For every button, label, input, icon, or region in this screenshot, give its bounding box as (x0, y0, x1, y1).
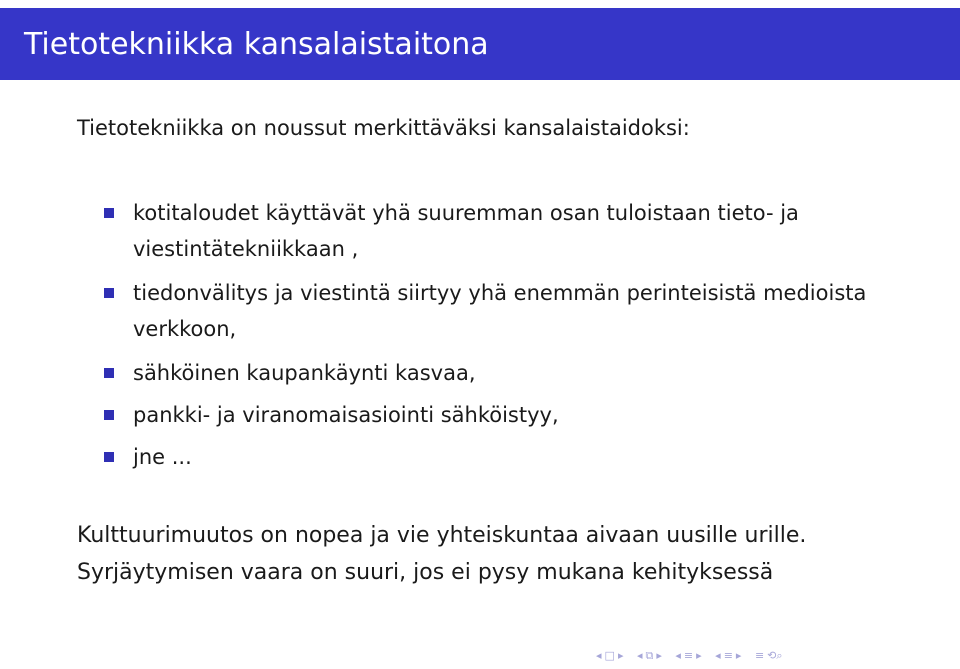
list-item-text: tiedonvälitys ja viestintä siirtyy yhä enemmän perinteisistä medioista verkkoon, (133, 281, 867, 341)
align-icon[interactable]: ≡ (754, 649, 765, 662)
list-item-text: kotitaloudet käyttävät yhä suuremman osan tuloistaan tieto- ja viestintätekniikkaan , (133, 201, 799, 261)
list-item (104, 355, 924, 391)
list-item-text: jne ... (133, 445, 192, 469)
list-item (104, 275, 924, 347)
closing-line: Kulttuurimuutos on nopea ja vie yhteiskuntaa aivaan uusille urille. (77, 523, 807, 548)
slide-icon[interactable]: ⧉ (645, 649, 654, 662)
arrow-left-icon[interactable]: ◂ (715, 649, 721, 662)
arrow-left-icon[interactable]: ◂ (675, 649, 681, 662)
navigation-bar (596, 648, 950, 664)
subsection-icon[interactable]: ≡ (683, 649, 694, 662)
intro-text: Tietotekniikka on noussut merkittäväksi kansalaistaidoksi: (77, 116, 690, 140)
arrow-right-icon[interactable]: ▸ (617, 649, 624, 662)
square-bullet-icon (104, 452, 114, 462)
section-icon[interactable]: ≡ (723, 649, 733, 662)
arrow-left-icon[interactable]: ◂ (596, 649, 602, 662)
closing-line: Syrjäytymisen vaara on suuri, jos ei pysy mukana kehityksessä (77, 560, 774, 585)
arrow-left-icon[interactable]: ◂ (636, 649, 643, 662)
square-bullet-icon (104, 288, 114, 298)
list-item (104, 439, 924, 475)
list-item (104, 397, 924, 433)
title-bar (0, 8, 960, 80)
list-item (104, 195, 924, 267)
square-bullet-icon (104, 410, 114, 420)
closing-text (77, 517, 806, 591)
arrow-right-icon[interactable]: ▸ (656, 649, 662, 662)
square-bullet-icon (104, 368, 114, 378)
search-icon[interactable]: ⟲⌕ (767, 649, 783, 662)
frame-icon[interactable]: □ (604, 649, 615, 662)
list-item-text: pankki- ja viranomaisasiointi sähköistyy, (133, 403, 559, 427)
slide-title: Tietotekniikka kansalaistaitona (24, 27, 489, 62)
bullet-list (104, 195, 924, 481)
arrow-right-icon[interactable]: ▸ (735, 649, 742, 662)
square-bullet-icon (104, 208, 114, 218)
list-item-text: sähköinen kaupankäynti kasvaa, (133, 361, 476, 385)
arrow-right-icon[interactable]: ▸ (696, 649, 702, 662)
